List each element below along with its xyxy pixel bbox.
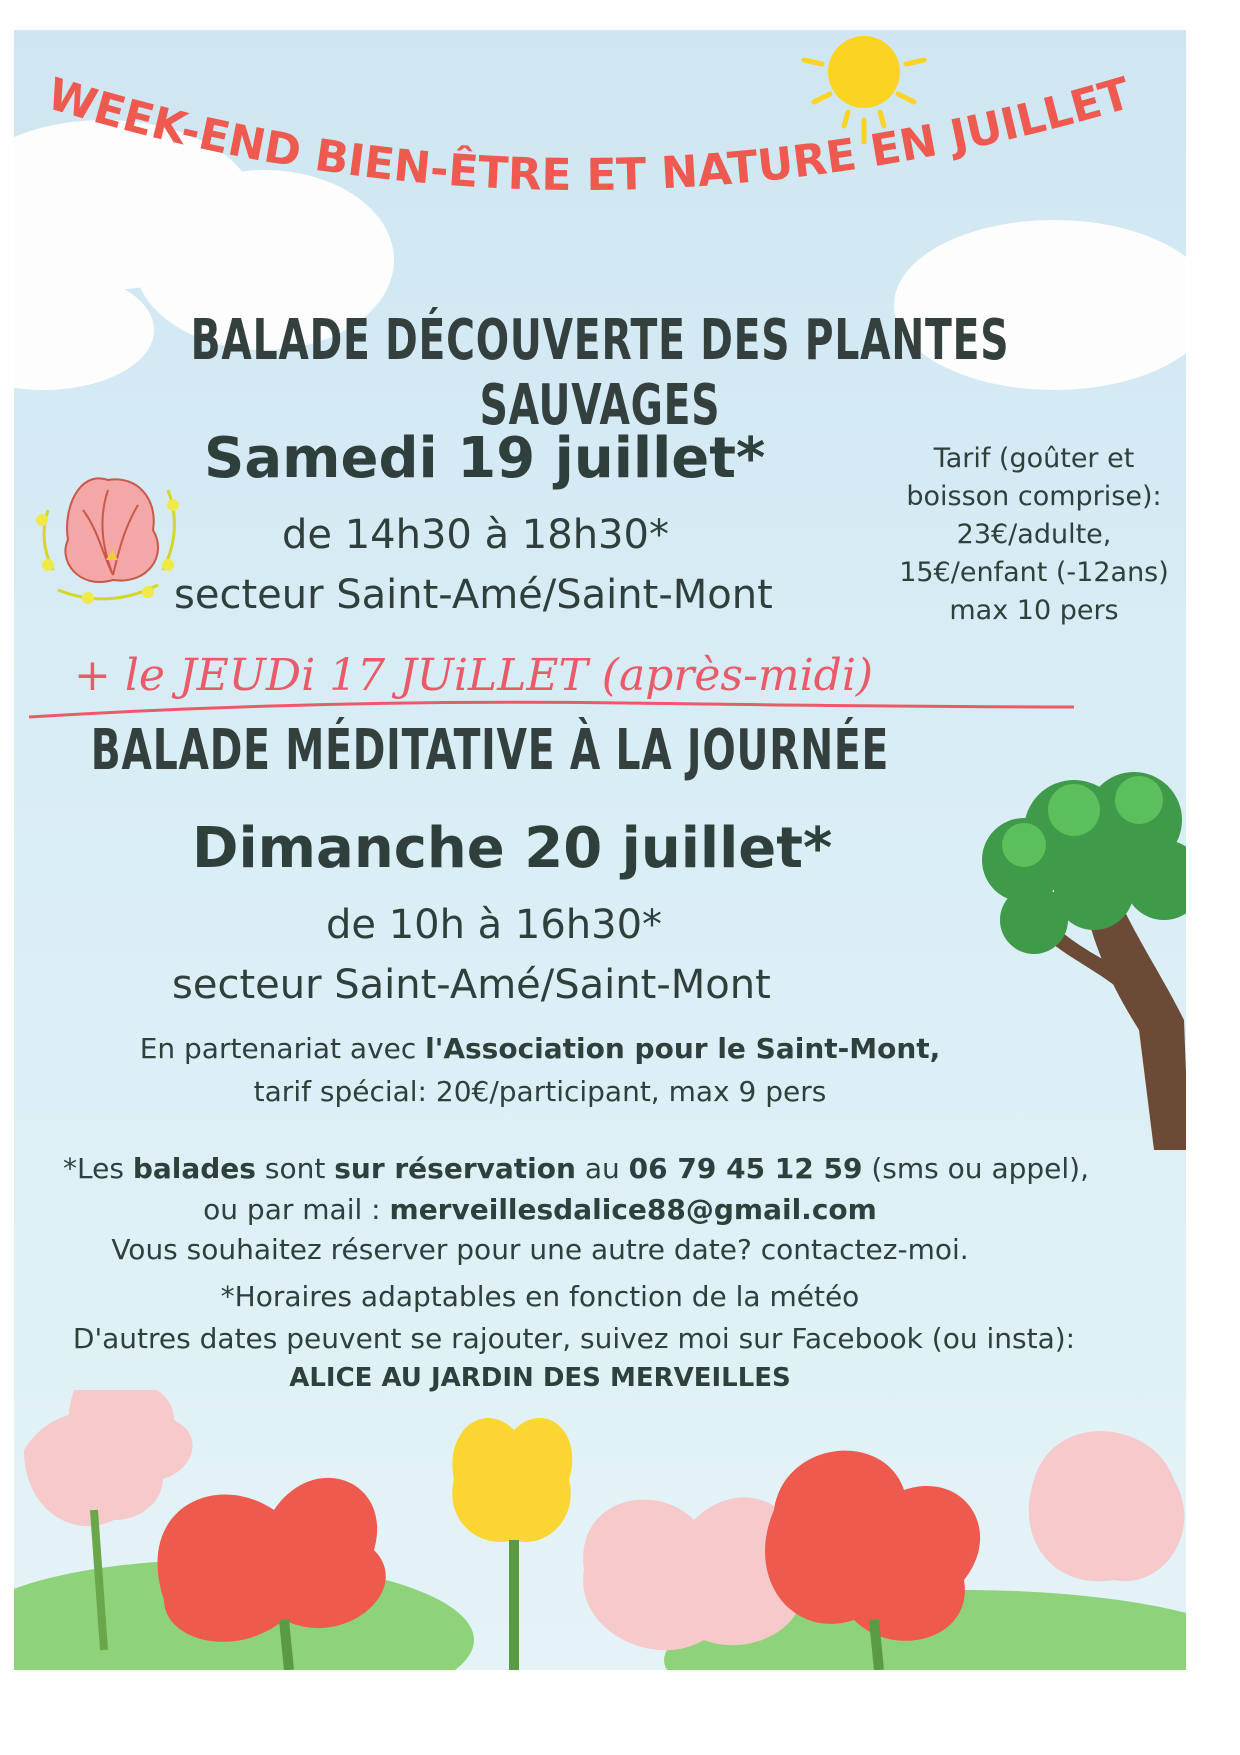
- flower-icon: [28, 470, 188, 620]
- pricing-line-5: max 10 pers: [949, 595, 1119, 626]
- reservation-line: [14, 1152, 1162, 1185]
- event1-heading: BALADE DÉCOUVERTE DES PLANTES SAUVAGES: [190, 308, 1010, 438]
- res-text-1: *Les: [63, 1152, 133, 1185]
- event2-heading: BALADE MÉDITATIVE À LA JOURNÉE: [90, 718, 890, 783]
- res-text-2: sont: [255, 1152, 335, 1185]
- event2-date: Dimanche 20 juillet*: [192, 816, 833, 881]
- other-date-line: Vous souhaitez réserver pour une autre date? contactez-moi.: [111, 1233, 969, 1266]
- partnership-prefix: En partenariat avec: [139, 1032, 426, 1065]
- svg-text:WEEK-END BIEN-ÊTRE ET NATURE: WEEK-END BIEN-ÊTRE ET NATURE EN JUILLET: [41, 68, 1137, 202]
- pricing-info: [884, 440, 1184, 630]
- email-link[interactable]: merveillesdalice88@gmail.com: [389, 1193, 877, 1226]
- main-title: [14, 30, 1186, 250]
- pricing-line-2: boisson comprise):: [906, 481, 1162, 512]
- event2-location: secteur Saint-Amé/Saint-Mont: [172, 962, 771, 1008]
- weather-note: *Horaires adaptables en fonction de la météo: [220, 1280, 860, 1313]
- bottom-flowers: [14, 1390, 1186, 1670]
- more-dates-note: D'autres dates peuvent se rajouter, suivez moi sur Facebook (ou insta):: [72, 1322, 1076, 1355]
- brand-name: ALICE AU JARDIN DES MERVEILLES: [289, 1363, 791, 1393]
- partnership-line: [14, 1032, 1126, 1065]
- poster: [14, 30, 1186, 1670]
- pricing-line-3: 23€/adulte,: [956, 519, 1112, 550]
- partnership-tariff: tarif spécial: 20€/participant, max 9 pers: [253, 1075, 827, 1108]
- handwritten-note: + le JEUDi 17 JUiLLET (après-midi): [74, 650, 874, 701]
- mail-prefix: ou par mail :: [203, 1193, 390, 1226]
- event1-location: secteur Saint-Amé/Saint-Mont: [174, 572, 773, 618]
- pink-flower-right: [1029, 1431, 1185, 1581]
- res-text-3: au: [575, 1152, 629, 1185]
- pricing-line-1: Tarif (goûter et: [933, 443, 1135, 474]
- res-text-4: (sms ou appel),: [862, 1152, 1089, 1185]
- event1-date: Samedi 19 juillet*: [204, 426, 766, 491]
- event2-time: de 10h à 16h30*: [326, 902, 663, 948]
- pricing-line-4: 15€/enfant (-12ans): [899, 557, 1169, 588]
- email-line: [14, 1193, 1126, 1226]
- partner-name: l'Association pour le Saint-Mont,: [425, 1032, 941, 1065]
- phone-number[interactable]: 06 79 45 12 59: [628, 1152, 863, 1185]
- event1-time: de 14h30 à 18h30*: [282, 512, 669, 558]
- res-reservation: sur réservation: [334, 1152, 576, 1185]
- res-balades: balades: [132, 1152, 256, 1185]
